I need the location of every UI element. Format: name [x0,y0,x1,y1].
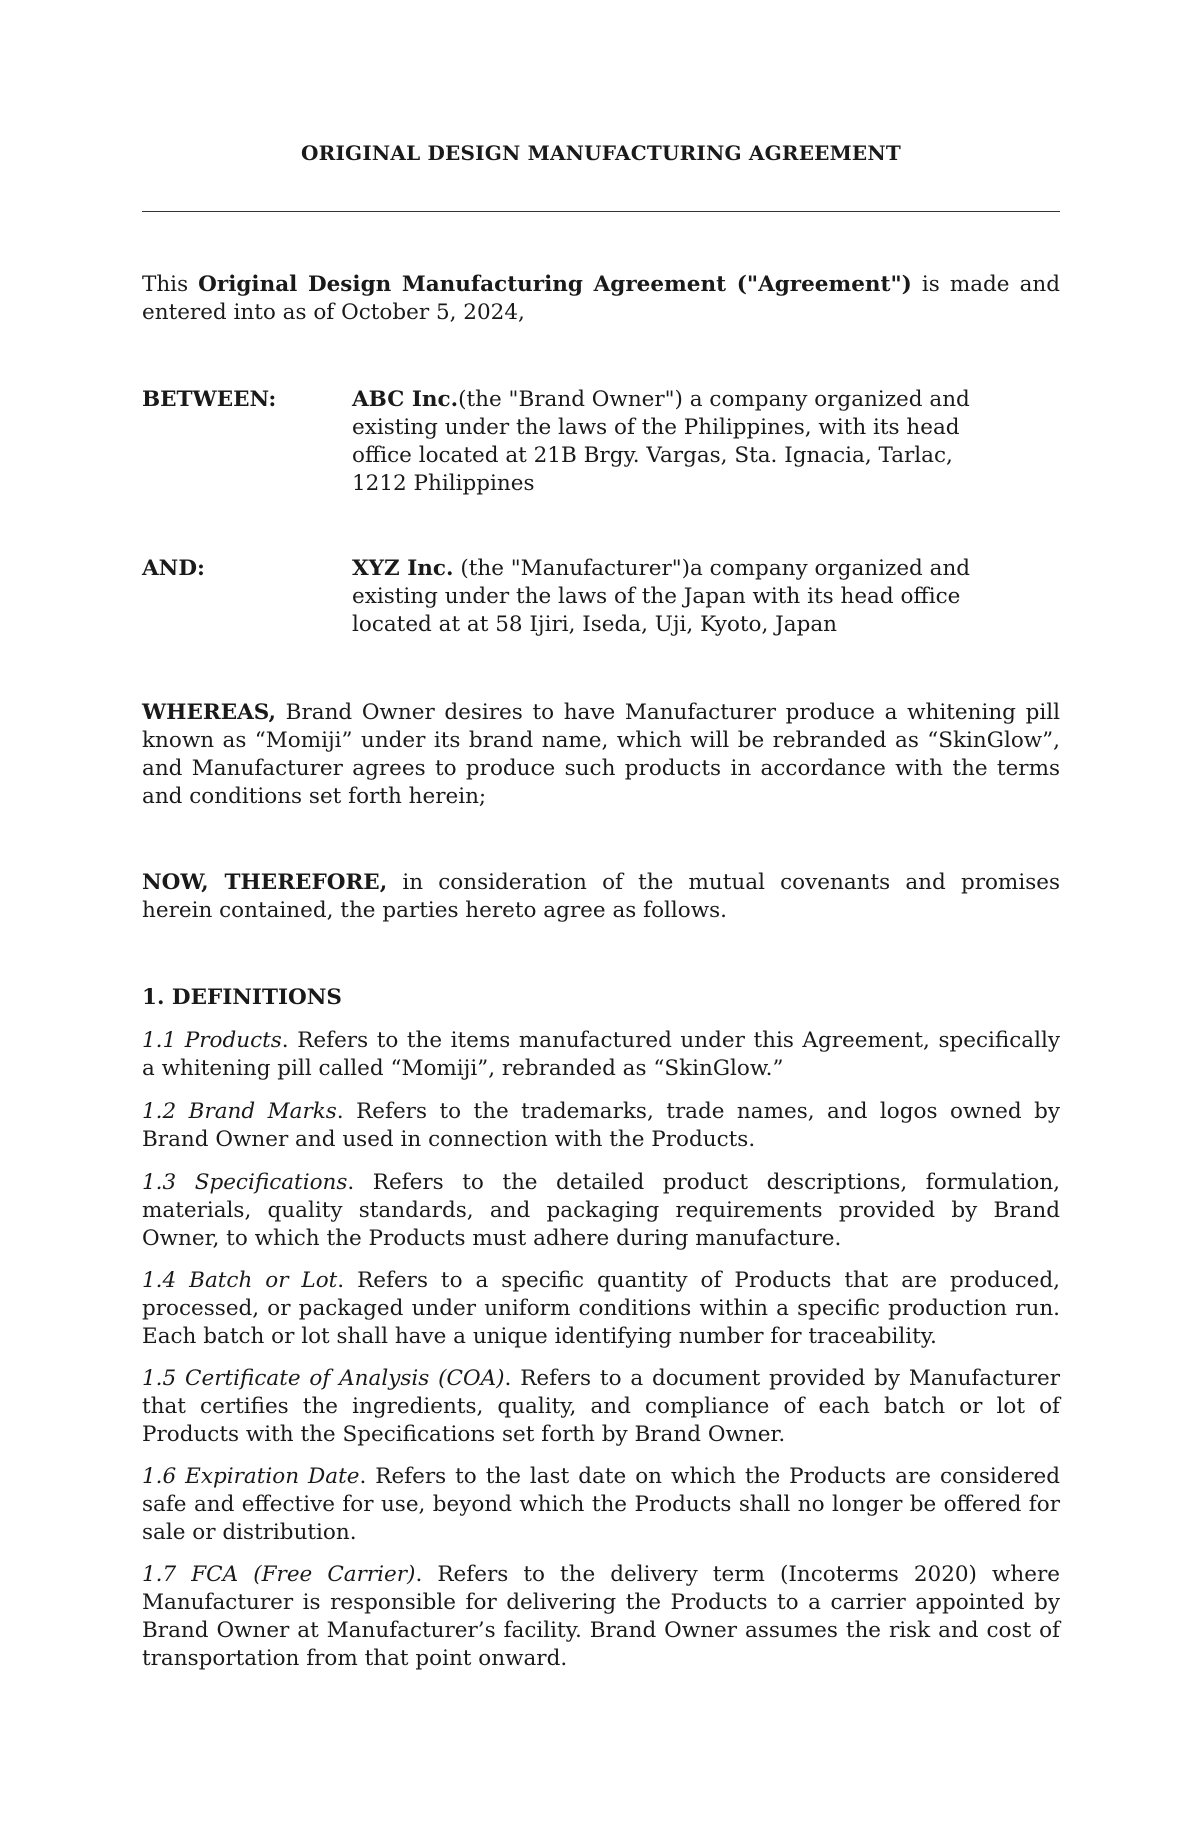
party-label-and: AND: [142,556,205,581]
party-manufacturer [352,555,1002,639]
definition-term: 1.2 Brand Marks [142,1099,337,1124]
definition-1-2 [142,1098,1060,1154]
definition-1-5 [142,1365,1060,1449]
party-label-between: BETWEEN: [142,387,277,412]
document-title: ORIGINAL DESIGN MANUFACTURING AGREEMENT [301,141,901,165]
agreement-name: Original Design Manufacturing Agreement ("Agreement") [198,272,912,297]
definition-text: . Refers to the trademarks, trade names, and logos owned by Brand Owner and used in connection with the Products. [142,1099,1060,1152]
now-therefore-paragraph [142,869,1060,925]
definition-text: . Refers to a document provided by Manufacturer that certifies the ingredients, quality, and compliance of each batch or lot of Products with the Specifications set forth by Brand Owner. [142,1366,1060,1447]
definition-text: . Refers to the items manufactured under this Agreement, specifically a whitening pill called “Momiji”, rebranded as “SkinGlow.” [142,1028,1060,1081]
definition-text: . Refers to a specific quantity of Products that are produced, processed, or packaged under uniform conditions within a specific production run. Each batch or lot shall have a unique identifying number for traceability. [142,1268,1060,1349]
definition-term: 1.6 Expiration Date [142,1464,360,1489]
definition-text: . Refers to the last date on which the Products are considered safe and effective for use, beyond which the Products shall no longer be offered for sale or distribution. [142,1464,1060,1545]
definition-1-4 [142,1267,1060,1351]
party-brand-owner-text: (the "Brand Owner") a company organized and existing under the laws of the Philippines, with its head office located at 21B Brgy. Vargas, Sta. Ignacia, Tarlac, 1212 Philippines [352,387,970,496]
definition-text: . Refers to the detailed product descriptions, formulation, materials, quality standards, and packaging requirements provided by Brand Owner, to which the Products must adhere during manufacture. [142,1170,1061,1251]
whereas-text: Brand Owner desires to have Manufacturer produce a whitening pill known as “Momiji” under its brand name, which will be rebranded as “SkinGlow”, and Manufacturer agrees to produce such products in accordance with the terms and conditions set forth herein; [142,700,1060,809]
title-divider [142,211,1060,212]
definition-text: . Refers to the delivery term (Incoterms 2020) where Manufacturer is responsible for delivering the Products to a carrier appointed by Brand Owner at Manufacturer’s facility. Brand Owner assumes the risk and cost of transportation from that point onward. [142,1562,1060,1671]
document-page [142,0,1060,1835]
party-brand-owner [352,386,1002,498]
section-heading-definitions: 1. DEFINITIONS [142,985,342,1010]
definition-term: 1.3 Specifications [142,1170,348,1195]
now-therefore-lead: NOW, THEREFORE, [142,870,388,895]
intro-paragraph [142,271,1060,327]
intro-lead: This [142,272,199,297]
definition-term: 1.4 Batch or Lot [142,1268,338,1293]
whereas-lead: WHEREAS, [142,700,277,725]
definition-1-1 [142,1027,1060,1083]
definition-1-6 [142,1463,1060,1547]
definition-term: 1.5 Certificate of Analysis (COA) [142,1366,505,1391]
now-therefore-text: in consideration of the mutual covenants and promises herein contained, the parties hereto agree as follows. [142,870,1060,923]
definition-1-3 [142,1169,1060,1253]
intro-rest: is made and entered into as of October 5, 2024, [142,272,1060,325]
definition-term: 1.1 Products [142,1028,282,1053]
party-brand-owner-name: ABC Inc. [352,387,459,412]
definition-term: 1.7 FCA (Free Carrier) [142,1562,416,1587]
party-manufacturer-text: (the "Manufacturer")a company organized and existing under the laws of the Japan with its head office located at at 58 Ijiri, Iseda, Uji, Kyoto, Japan [352,556,971,637]
definition-1-7 [142,1561,1060,1673]
party-manufacturer-name: XYZ Inc. [352,556,454,581]
whereas-paragraph [142,699,1060,811]
